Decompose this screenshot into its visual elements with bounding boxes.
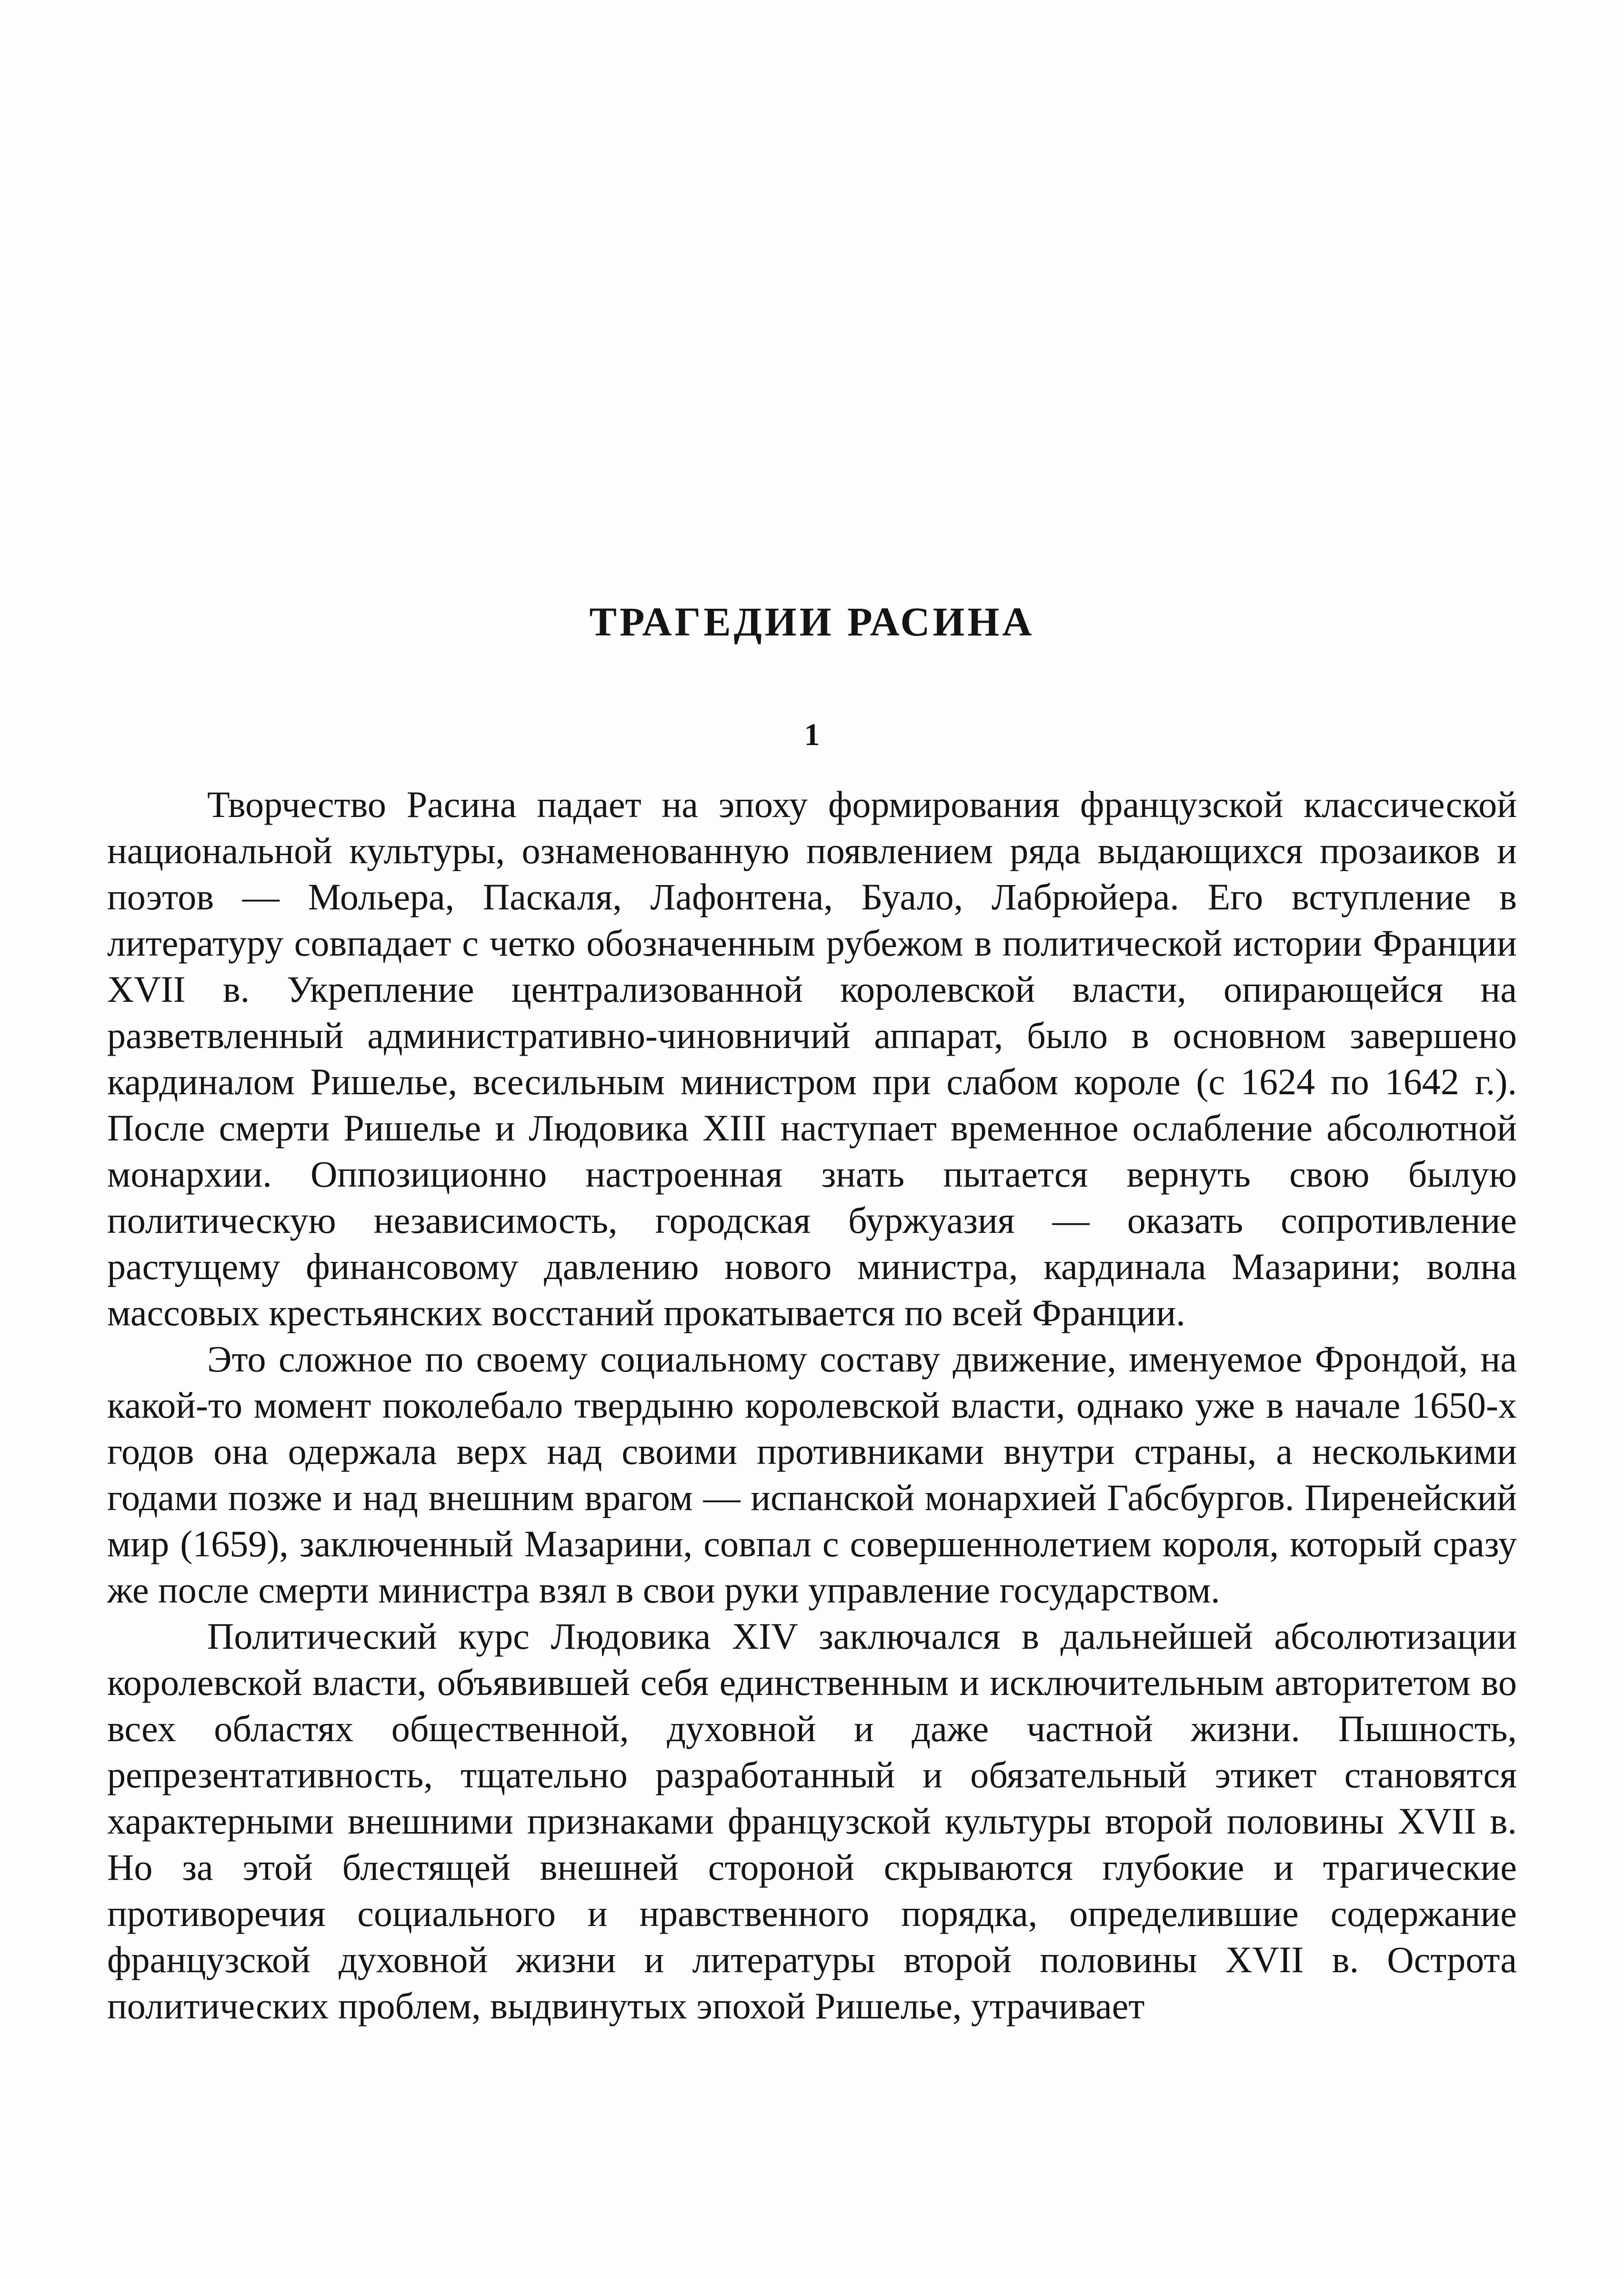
chapter-title: ТРАГЕДИИ РАСИНА	[589, 599, 1035, 645]
body-text	[107, 781, 1517, 2029]
paragraph-2: Это сложное по своему социальному составу движение, именуемое Фрондой, на какой-то момент поколебало твердыню королевской власти, однако уже в начале 1650-х годов она одержала верх над своими противниками внутри страны, а несколькими годами позже и над внешним врагом — испанской монархией Габсбургов. Пиренейский мир (1659), заключенный Мазарини, совпал с совершеннолетием короля, который сразу же после смерти министра взял в свои руки управление государством.	[107, 1338, 1517, 1611]
section-number: 1	[804, 717, 820, 752]
paragraph-3: Политический курс Людовика XIV заключался в дальнейшей абсолютизации королевской власти, объявившей себя единственным и исключительным авторитетом во всех областях общественной, духовной и даже частной жизни. Пышность, репрезентативность, тщательно разработанный и обязательный этикет становятся характерными внешними признаками французской культуры второй половины XVII в. Но за этой блестящей внешней стороной скрываются глубокие и трагические противоречия социального и нравственного порядка, определившие содержание французской духовной жизни и литературы второй половины XVII в. Острота политических проблем, выдвинутых эпохой Ришелье, утрачивает	[107, 1615, 1517, 2027]
paragraph-1: Творчество Расина падает на эпоху формирования французской классической национальной культуры, ознаменованную появлением ряда выдающихся прозаиков и поэтов — Мольера, Паскаля, Лафонтена, Буало, Лабрюйера. Его вступление в литературу совпадает с четко обозначенным рубежом в политической истории Франции XVII в. Укрепление централизованной королевской власти, опирающейся на разветвленный административно-чиновничий аппарат, было в основном завершено кардиналом Ришелье, всесильным министром при слабом короле (с 1624 по 1642 г.). После смерти Ришелье и Людовика XIII наступает временное ослабление абсолютной монархии. Оппозиционно настроенная знать пытается вернуть свою былую политическую независимость, городская буржуазия — оказать сопротивление растущему финансовому давлению нового министра, кардинала Мазарини; волна массовых крестьянских восстаний прокатывается по всей Франции.	[107, 784, 1517, 1333]
